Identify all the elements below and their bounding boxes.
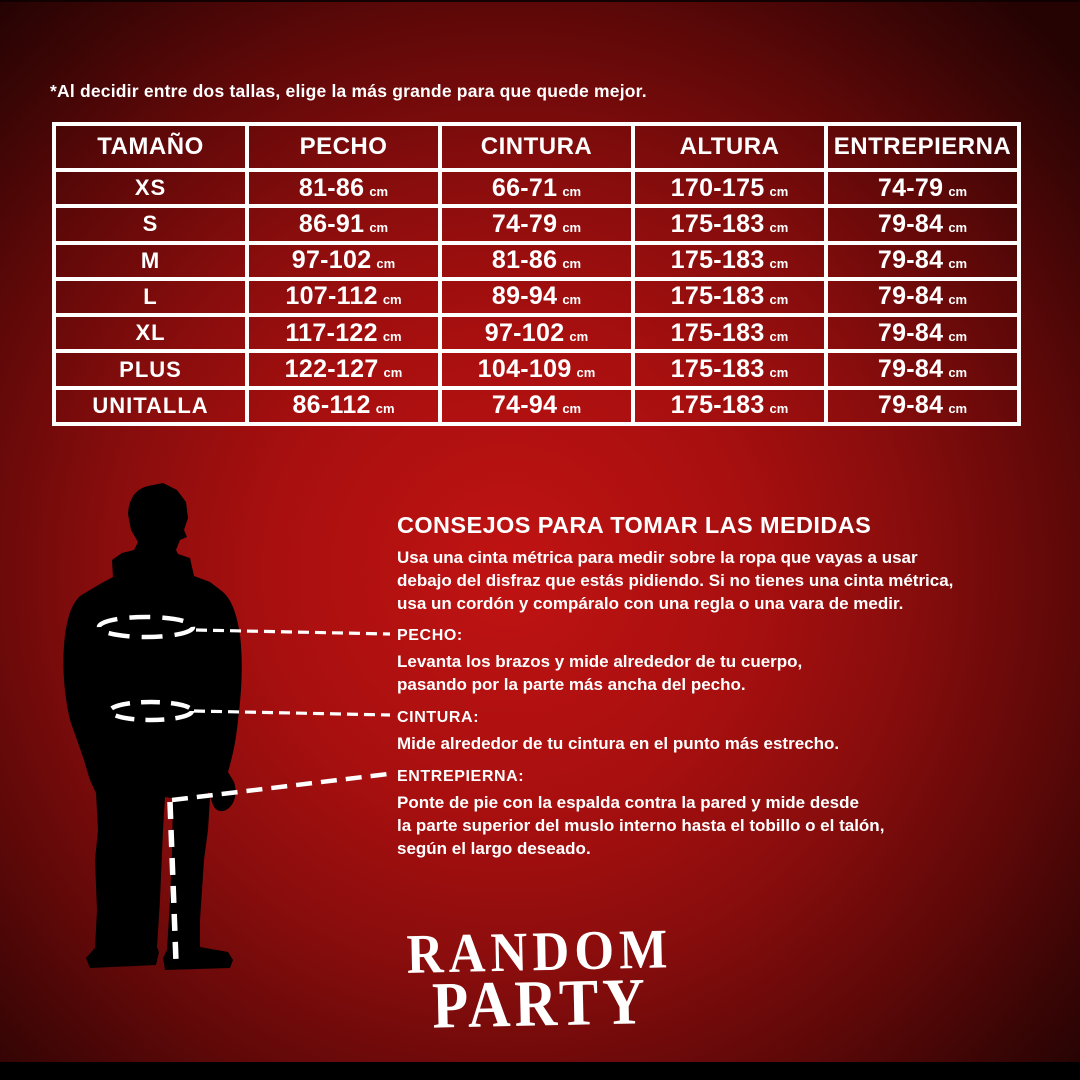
tips-intro-line: Usa una cinta métrica para medir sobre la ropa que vayas a usar [397, 548, 918, 567]
tips-title: CONSEJOS PARA TOMAR LAS MEDIDAS [397, 512, 872, 538]
measurement-cell: 74-79 cm [440, 206, 633, 242]
measurement-cell: 66-71 cm [440, 170, 633, 206]
column-header: TAMAÑO [54, 124, 247, 170]
tip-text-line: la parte superior del muslo interno hasta el tobillo o el talón, [397, 816, 885, 835]
measurement-cell: 97-102 cm [247, 243, 440, 279]
measurement-cell: 175-183 cm [633, 279, 826, 315]
tip-text-line: Ponte de pie con la espalda contra la pared y mide desde [397, 793, 859, 812]
measurement-cell: 74-79 cm [826, 170, 1019, 206]
measurement-cell: 97-102 cm [440, 315, 633, 351]
measurement-cell: 175-183 cm [633, 206, 826, 242]
tip-pecho-label: PECHO: [397, 627, 463, 644]
measurement-cell: 86-112 cm [247, 388, 440, 424]
tip-entrepierna-label: ENTREPIERNA: [397, 768, 525, 785]
measurement-cell: 79-84 cm [826, 279, 1019, 315]
tips-intro-line: usa un cordón y compáralo con una regla o una vara de medir. [397, 594, 904, 613]
brand-logo-word-random: RANDOM [405, 916, 673, 986]
tip-entrepierna [397, 768, 997, 860]
measurement-cell: 79-84 cm [826, 388, 1019, 424]
size-label: L [54, 279, 247, 315]
size-label: M [54, 243, 247, 279]
measurement-cell: 81-86 cm [440, 243, 633, 279]
tip-cintura-label: CINTURA: [397, 709, 480, 726]
brand-logo [389, 916, 691, 1043]
measurement-cell: 79-84 cm [826, 315, 1019, 351]
measurement-cell: 79-84 cm [826, 351, 1019, 387]
measurement-cell: 81-86 cm [247, 170, 440, 206]
measurement-cell: 170-175 cm [633, 170, 826, 206]
male-silhouette [63, 483, 241, 970]
size-label: S [54, 206, 247, 242]
measurement-cell: 74-94 cm [440, 388, 633, 424]
tip-text-line: según el largo deseado. [397, 839, 591, 858]
sizing-note: *Al decidir entre dos tallas, elige la más grande para que quede mejor. [50, 81, 647, 101]
brand-logo-word-party: PARTY [431, 963, 650, 1043]
size-label: XL [54, 315, 247, 351]
measurement-cell: 89-94 cm [440, 279, 633, 315]
column-header: PECHO [247, 124, 440, 170]
tip-pecho-text [397, 650, 997, 696]
size-label: UNITALLA [54, 388, 247, 424]
size-label: PLUS [54, 351, 247, 387]
measurement-cell: 107-112 cm [247, 279, 440, 315]
bottom-black-bar [0, 1062, 1080, 1080]
size-label: XS [54, 170, 247, 206]
measurement-cell: 79-84 cm [826, 206, 1019, 242]
measurement-cell: 175-183 cm [633, 388, 826, 424]
measurement-cell: 79-84 cm [826, 243, 1019, 279]
column-header: ENTREPIERNA [826, 124, 1019, 170]
tips-intro [397, 546, 997, 615]
column-header: ALTURA [633, 124, 826, 170]
tips-intro-line: debajo del disfraz que estás pidiendo. Si no tienes una cinta métrica, [397, 571, 954, 590]
measurement-cell: 175-183 cm [633, 351, 826, 387]
measurement-cell: 117-122 cm [247, 315, 440, 351]
measurement-cell: 86-91 cm [247, 206, 440, 242]
tip-entrepierna-text [397, 791, 997, 860]
tip-text-line: Mide alrededor de tu cintura en el punto más estrecho. [397, 734, 840, 753]
measurement-cell: 104-109 cm [440, 351, 633, 387]
measurement-cell: 175-183 cm [633, 315, 826, 351]
tip-text-line: pasando por la parte más ancha del pecho. [397, 675, 746, 694]
measurement-cell: 175-183 cm [633, 243, 826, 279]
tip-text-line: Levanta los brazos y mide alrededor de tu cuerpo, [397, 652, 803, 671]
tip-cintura [397, 709, 997, 755]
column-header: CINTURA [440, 124, 633, 170]
tip-cintura-text [397, 732, 997, 755]
measurement-cell: 122-127 cm [247, 351, 440, 387]
tip-pecho [397, 627, 997, 696]
